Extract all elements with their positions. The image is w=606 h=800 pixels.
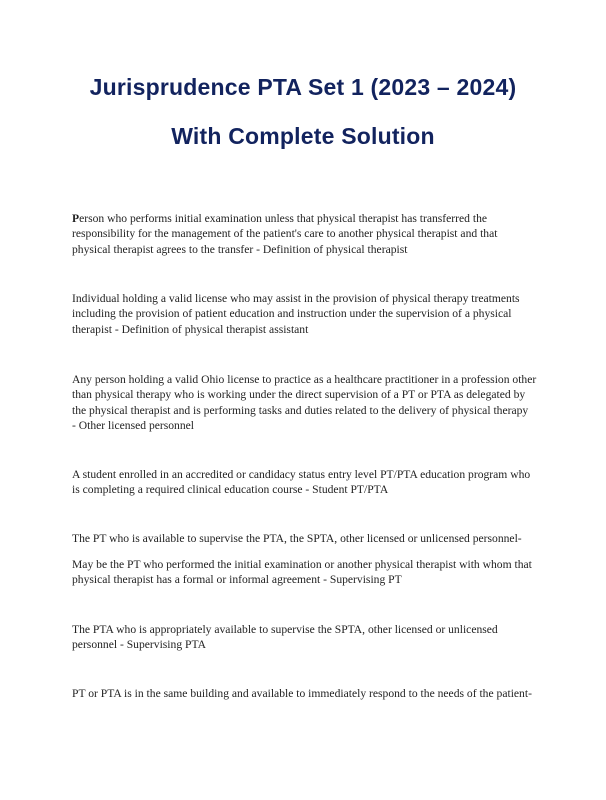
entry-line: including the provision of patient education and instruction under the supervision of a physical [72, 307, 512, 321]
entry-text: erson who performs initial examination unless that physical therapist has transferred the [79, 212, 488, 225]
entry-line: Individual holding a valid license who may assist in the provision of physical therapy treatments [72, 292, 520, 305]
flashcard-entry-other-licensed-personnel [72, 372, 548, 433]
flashcard-entry-physical-therapist-assistant [72, 291, 548, 337]
flashcard-entry-physical-therapist [72, 211, 548, 257]
document-subtitle: With Complete Solution [171, 123, 435, 149]
entry-line: than physical therapy who is working under the direct supervision of a PT or PTA as delegated by [72, 388, 526, 402]
drop-cap-bold: P [72, 212, 80, 225]
entry-line: PT or PTA is in the same building and available to immediately respond to the needs of the patient- [72, 687, 532, 700]
entry-line: is completing a required clinical education course - Student PT/PTA [72, 483, 389, 497]
entry-line: May be the PT who performed the initial examination or another physical therapist with whom that [72, 558, 532, 571]
entry-line: physical therapist agrees to the transfer - Definition of physical therapist [72, 242, 408, 256]
document-title: Jurisprudence PTA Set 1 (2023 – 2024) [89, 74, 517, 100]
flashcard-entry-on-site-supervision [72, 686, 548, 701]
flashcard-entry-student-pt-pta [72, 467, 548, 498]
flashcard-entry-supervising-pt-question [72, 531, 548, 546]
entry-line: personnel - Supervising PTA [72, 638, 206, 652]
entry-line: physical therapist has a formal or informal agreement - Supervising PT [72, 573, 402, 587]
flashcard-entry-supervising-pta [72, 622, 548, 653]
entry-line: The PTA who is appropriately available to supervise the SPTA, other licensed or unlicensed [72, 623, 498, 636]
entry-line: - Other licensed personnel [72, 418, 195, 432]
entry-line: the physical therapist and is performing tasks and duties related to the delivery of physical therapy [72, 403, 529, 417]
entry-line: therapist - Definition of physical therapist assistant [72, 322, 309, 336]
entry-line: responsibility for the management of the patient's care to another physical therapist and that [72, 227, 498, 241]
entry-line [72, 211, 548, 226]
entry-line: The PT who is available to supervise the PTA, the SPTA, other licensed or unlicensed personnel- [72, 532, 522, 545]
flashcard-entry-supervising-pt-answer [72, 557, 548, 588]
entry-line: Any person holding a valid Ohio license to practice as a healthcare practitioner in a profession other [72, 373, 537, 386]
entry-line: A student enrolled in an accredited or candidacy status entry level PT/PTA education program who [72, 468, 531, 481]
